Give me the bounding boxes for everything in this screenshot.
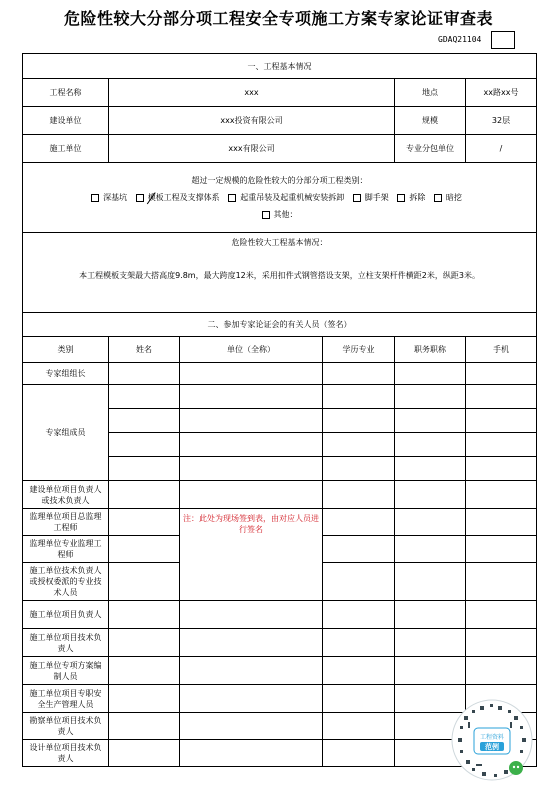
location-value: xx路xx号 bbox=[466, 79, 537, 107]
signature-cell[interactable] bbox=[323, 385, 395, 409]
checkbox-icon[interactable] bbox=[91, 194, 99, 202]
row-label: 施工单位项目负责人 bbox=[23, 601, 109, 629]
signature-cell[interactable] bbox=[109, 457, 180, 481]
other-label: 其他： bbox=[273, 210, 298, 219]
signature-cell[interactable] bbox=[395, 363, 466, 385]
signature-cell[interactable] bbox=[109, 713, 180, 740]
subcontractor-label: 专业分包单位 bbox=[395, 135, 466, 163]
signature-cell[interactable] bbox=[323, 685, 395, 713]
scale-value: 32层 bbox=[466, 107, 537, 135]
signature-cell[interactable] bbox=[180, 481, 323, 509]
signature-cell[interactable] bbox=[466, 629, 537, 657]
row-label: 建设单位项目负责人或技术负责人 bbox=[23, 481, 109, 509]
signature-cell[interactable] bbox=[395, 433, 466, 457]
signature-cell[interactable] bbox=[466, 536, 537, 563]
watermark-line2: 范例 bbox=[485, 743, 499, 751]
signature-cell[interactable] bbox=[395, 536, 466, 563]
signature-cell[interactable] bbox=[466, 509, 537, 536]
signature-cell[interactable] bbox=[180, 363, 323, 385]
checkbox-icon[interactable] bbox=[353, 194, 361, 202]
signature-cell[interactable] bbox=[109, 385, 180, 409]
overview-text: 本工程模板支架最大搭高度9.8m，最大跨度12米，采用扣件式钢管搭设支架，立柱支架杆件横距2米，纵距3米。 bbox=[79, 271, 480, 280]
signature-cell[interactable] bbox=[323, 509, 395, 536]
checkbox-icon[interactable] bbox=[434, 194, 442, 202]
signature-cell[interactable] bbox=[109, 629, 180, 657]
option-label: 拆除 bbox=[409, 193, 426, 202]
signature-cell[interactable] bbox=[395, 563, 466, 601]
row-label: 施工单位项目专职安全生产管理人员 bbox=[23, 685, 109, 713]
row-label: 监理单位专业监理工程师 bbox=[23, 536, 109, 563]
checked-checkbox-icon[interactable] bbox=[136, 194, 144, 202]
row-label: 施工单位项目技术负责人 bbox=[23, 629, 109, 657]
row-label: 专家组成员 bbox=[23, 385, 109, 481]
signature-cell[interactable] bbox=[109, 657, 180, 685]
signin-note: 注：此处为现场签到表，由对应人员进行签名 bbox=[180, 509, 323, 601]
signature-cell[interactable] bbox=[323, 713, 395, 740]
signature-cell[interactable] bbox=[395, 601, 466, 629]
signature-cell[interactable] bbox=[180, 457, 323, 481]
row-label: 施工单位专项方案编制人员 bbox=[23, 657, 109, 685]
signature-cell[interactable] bbox=[180, 685, 323, 713]
signature-cell[interactable] bbox=[109, 433, 180, 457]
signature-cell[interactable] bbox=[323, 433, 395, 457]
signature-cell[interactable] bbox=[395, 385, 466, 409]
signature-cell[interactable] bbox=[395, 481, 466, 509]
signature-cell[interactable] bbox=[180, 657, 323, 685]
form-code-box bbox=[491, 31, 515, 49]
signature-cell[interactable] bbox=[109, 509, 180, 536]
option-label: 深基坑 bbox=[103, 193, 128, 202]
signature-cell[interactable] bbox=[466, 457, 537, 481]
signature-cell[interactable] bbox=[323, 481, 395, 509]
project-name-value: xxx bbox=[109, 79, 395, 107]
signature-cell[interactable] bbox=[323, 563, 395, 601]
overview-cell bbox=[23, 233, 537, 313]
signature-cell[interactable] bbox=[323, 629, 395, 657]
signature-cell[interactable] bbox=[323, 409, 395, 433]
signature-cell[interactable] bbox=[323, 740, 395, 767]
category-options bbox=[26, 192, 533, 203]
signature-cell[interactable] bbox=[466, 563, 537, 601]
builder-value: xxx投资有限公司 bbox=[109, 107, 395, 135]
signature-cell[interactable] bbox=[180, 409, 323, 433]
signature-cell[interactable] bbox=[395, 509, 466, 536]
option-label: 脚手架 bbox=[364, 193, 389, 202]
form-code: GDAQ21104 bbox=[438, 35, 482, 44]
section2-heading: 二、参加专家论证会的有关人员（签名） bbox=[23, 313, 537, 337]
signature-cell[interactable] bbox=[323, 601, 395, 629]
watermark-line1: 工程资料 bbox=[479, 734, 505, 741]
project-name-label: 工程名称 bbox=[23, 79, 109, 107]
scale-label: 规模 bbox=[395, 107, 466, 135]
header-phone: 手机 bbox=[466, 337, 537, 363]
location-label: 地点 bbox=[395, 79, 466, 107]
header-education: 学历专业 bbox=[323, 337, 395, 363]
option-label: 暗挖 bbox=[445, 193, 462, 202]
signature-cell[interactable] bbox=[109, 685, 180, 713]
subcontractor-value: / bbox=[466, 135, 537, 163]
signature-cell[interactable] bbox=[323, 657, 395, 685]
row-label: 专家组组长 bbox=[23, 363, 109, 385]
signature-cell[interactable] bbox=[395, 457, 466, 481]
section1-heading: 一、工程基本情况 bbox=[23, 54, 537, 79]
signature-cell[interactable] bbox=[466, 385, 537, 409]
signature-cell[interactable] bbox=[109, 481, 180, 509]
header-unit: 单位（全称） bbox=[180, 337, 323, 363]
option-label: 模板工程及支撑体系 bbox=[147, 193, 220, 202]
category-cell bbox=[23, 163, 537, 233]
signature-cell[interactable] bbox=[395, 657, 466, 685]
signature-cell[interactable] bbox=[180, 629, 323, 657]
header-name: 姓名 bbox=[109, 337, 180, 363]
signature-cell[interactable] bbox=[466, 657, 537, 685]
signature-cell[interactable] bbox=[109, 409, 180, 433]
signature-cell[interactable] bbox=[323, 363, 395, 385]
signature-cell[interactable] bbox=[466, 363, 537, 385]
signature-cell[interactable] bbox=[109, 363, 180, 385]
option-label: 起重吊装及起重机械安装拆卸 bbox=[240, 193, 345, 202]
contractor-value: xxx有限公司 bbox=[109, 135, 395, 163]
row-label: 监理单位项目总监理工程师 bbox=[23, 509, 109, 536]
signature-cell[interactable] bbox=[180, 385, 323, 409]
checkbox-icon[interactable] bbox=[397, 194, 405, 202]
signature-cell[interactable] bbox=[180, 433, 323, 457]
checkbox-icon[interactable] bbox=[228, 194, 236, 202]
review-table bbox=[22, 53, 537, 767]
header-category: 类别 bbox=[23, 337, 109, 363]
header-title: 职务职称 bbox=[395, 337, 466, 363]
signature-cell[interactable] bbox=[395, 629, 466, 657]
signature-cell[interactable] bbox=[466, 601, 537, 629]
signature-cell[interactable] bbox=[466, 481, 537, 509]
signature-cell[interactable] bbox=[109, 740, 180, 767]
overview-label: 危险性较大工程基本情况： bbox=[231, 238, 328, 247]
checkbox-icon[interactable] bbox=[262, 211, 270, 219]
signature-cell[interactable] bbox=[180, 713, 323, 740]
signature-cell[interactable] bbox=[395, 409, 466, 433]
signature-cell[interactable] bbox=[323, 457, 395, 481]
row-label: 设计单位项目技术负责人 bbox=[23, 740, 109, 767]
signature-cell[interactable] bbox=[180, 740, 323, 767]
signature-cell[interactable] bbox=[109, 536, 180, 563]
signature-cell[interactable] bbox=[466, 433, 537, 457]
qr-watermark-icon bbox=[450, 698, 535, 783]
signature-cell[interactable] bbox=[180, 601, 323, 629]
row-label: 勘察单位项目技术负责人 bbox=[23, 713, 109, 740]
builder-label: 建设单位 bbox=[23, 107, 109, 135]
signature-cell[interactable] bbox=[323, 536, 395, 563]
signature-cell[interactable] bbox=[466, 409, 537, 433]
row-label: 施工单位技术负责人或授权委派的专业技术人员 bbox=[23, 563, 109, 601]
form-title: 危险性较大分部分项工程安全专项施工方案专家论证审查表 bbox=[63, 9, 493, 28]
category-intro: 超过一定规模的危险性较大的分部分项工程类别： bbox=[191, 176, 368, 185]
contractor-label: 施工单位 bbox=[23, 135, 109, 163]
signature-cell[interactable] bbox=[109, 601, 180, 629]
signature-cell[interactable] bbox=[109, 563, 180, 601]
